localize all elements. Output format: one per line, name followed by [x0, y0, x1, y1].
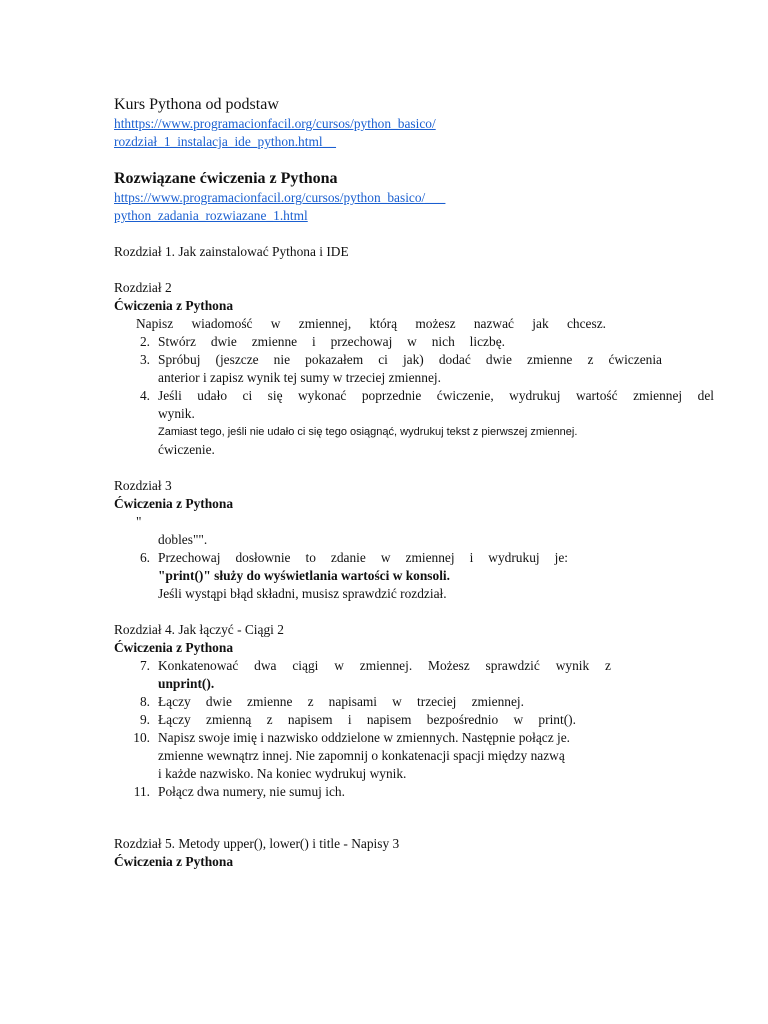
chapter2-intro: Napisz wiadomość w zmiennej, którą możesz nazwać jak chcesz.	[136, 316, 606, 331]
list-text: Jeśli udało ci się wykonać poprzednie ćwiczenie, wydrukuj wartość zmiennej del	[158, 388, 714, 403]
document-page	[114, 95, 714, 871]
list-item-6	[114, 549, 714, 603]
list-text-continued: anterior i zapisz wynik tej sumy w trzeciej zmiennej.	[158, 370, 441, 385]
list-item-3	[114, 351, 714, 387]
list-text-bold: unprint().	[158, 676, 215, 691]
solved-link-line2[interactable]: python_zadania_rozwiazane_1.html	[114, 208, 308, 223]
list-text: Połącz dwa numery, nie sumuj ich.	[158, 784, 345, 799]
chapter2-subheading: Ćwiczenia z Pythona	[114, 298, 234, 313]
list-number: 4.	[139, 388, 150, 403]
list-text: Napisz swoje imię i nazwisko oddzielone w zmiennych. Następnie połącz je.	[158, 730, 571, 745]
list-item-11	[114, 783, 714, 801]
solved-title: Rozwiązane ćwiczenia z Pythona	[114, 170, 338, 187]
list-text-continued: i każde nazwisko. Na koniec wydrukuj wynik.	[158, 766, 407, 781]
chapter4-subheading: Ćwiczenia z Pythona	[114, 640, 234, 655]
chapter3-heading: Rozdział 3	[114, 478, 172, 493]
course-link-line2[interactable]: rozdział_1_instalacja_ide_python.html__	[114, 134, 337, 149]
list-text: Spróbuj (jeszcze nie pokazałem ci jak) dodać dwie zmienne z ćwiczenia	[158, 352, 662, 367]
list-number: 3.	[139, 352, 150, 367]
list-text: Łączy dwie zmienne z napisami w trzeciej zmiennej.	[158, 694, 524, 709]
chapter2-heading: Rozdział 2	[114, 280, 172, 295]
list-item-4	[114, 387, 714, 423]
list-text-continued: wynik.	[158, 406, 195, 421]
list-item-8	[114, 693, 714, 711]
chapter2-note: Zamiast tego, jeśli nie udało ci się tego osiągnąć, wydrukuj tekst z pierwszej zmiennej.	[158, 426, 578, 438]
list-text: Konkatenować dwa ciągi w zmiennej. Możesz sprawdzić wynik z	[158, 658, 611, 673]
list-item-2	[114, 333, 714, 351]
list-text: Stwórz dwie zmienne i przechowaj w nich liczbę.	[158, 334, 505, 349]
list-text: Łączy zmienną z napisem i napisem bezpośrednio w print().	[158, 712, 576, 727]
list-number: 7.	[139, 658, 150, 673]
list-number: 6.	[139, 550, 150, 565]
list-number: 8.	[139, 694, 150, 709]
chapter5-subheading: Ćwiczenia z Pythona	[114, 854, 234, 869]
chapter1-heading: Rozdział 1. Jak zainstalować Pythona i IDE	[114, 244, 349, 259]
list-item-9	[114, 711, 714, 729]
chapter3-dobles: dobles"".	[158, 532, 208, 547]
list-number: 11.	[133, 784, 150, 799]
list-text-continued: zmienne wewnątrz innej. Nie zapomnij o konkatenacji spacji między nazwą	[158, 748, 565, 763]
chapter3-subheading: Ćwiczenia z Pythona	[114, 496, 234, 511]
list-number: 10.	[133, 730, 150, 745]
solved-link-line1[interactable]: https://www.programacionfacil.org/cursos/python_basico/___	[114, 190, 446, 205]
course-title: Kurs Pythona od podstaw	[114, 96, 279, 113]
chapter4-heading: Rozdział 4. Jak łączyć - Ciągi 2	[114, 622, 284, 637]
list-item-7	[114, 657, 714, 693]
list-number: 2.	[139, 334, 150, 349]
list-item-10	[114, 729, 714, 783]
list-number: 9.	[139, 712, 150, 727]
course-link-line1[interactable]: hthttps://www.programacionfacil.org/cursos/python_basico/	[114, 116, 436, 131]
chapter2-tail: ćwiczenie.	[158, 442, 215, 457]
list-text-bold: "print()" służy do wyświetlania wartości w konsoli.	[158, 568, 450, 583]
chapter3-quote-mark: "	[136, 514, 142, 529]
list-text: Przechowaj dosłownie to zdanie w zmiennej i wydrukuj je:	[158, 550, 568, 565]
chapter5-heading: Rozdział 5. Metody upper(), lower() i title - Napisy 3	[114, 836, 400, 851]
list-text-continued: Jeśli wystąpi błąd składni, musisz sprawdzić rozdział.	[158, 586, 447, 601]
